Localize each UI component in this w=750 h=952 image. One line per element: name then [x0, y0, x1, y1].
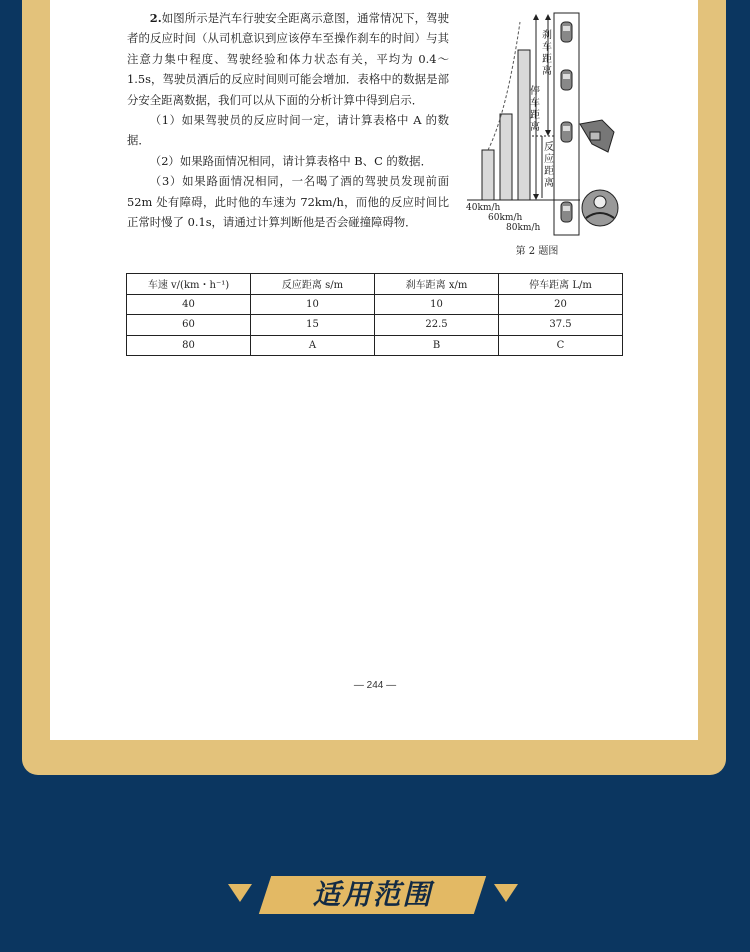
problem-text [127, 8, 449, 232]
table-header-row [127, 274, 623, 295]
svg-text:离: 离 [530, 122, 540, 133]
scope-banner [0, 872, 750, 918]
driver-icon [582, 190, 618, 226]
bar-60 [500, 114, 512, 200]
svg-text:离: 离 [544, 178, 554, 189]
svg-text:车: 车 [530, 98, 540, 109]
question-1: （1）如果驾驶员的反应时间一定，请计算表格中 A 的数据． [127, 113, 449, 148]
header-reaction: 反应距离 s/m [251, 274, 375, 295]
table-cell: 20 [499, 294, 623, 315]
car-icon [561, 122, 572, 142]
arrow-head-icon [545, 14, 551, 20]
table-cell: 40 [127, 294, 251, 315]
safety-distance-table [126, 273, 623, 356]
table-cell: 37.5 [499, 315, 623, 336]
table-cell: 80 [127, 335, 251, 356]
table-cell: B [375, 335, 499, 356]
figure-illustration [462, 12, 622, 242]
table-cell: 10 [375, 294, 499, 315]
arrow-head-icon [545, 130, 551, 136]
car-icon [561, 202, 572, 222]
problem-intro: 2.如图所示是汽车行驶安全距离示意图，通常情况下，驾驶者的反应时间（从司机意识到应该停车至操作刹车的时间）与其注意力集中程度、驾驶经验和体力状态有关，平均为 0.4～1.5s，驾驶员酒后的反应时间则可能会增加．表格中的数据是部分安全距离数据，我们可以从下面的分析计算中得到启示． [127, 11, 449, 107]
svg-text:车: 车 [542, 42, 552, 53]
table-cell: C [499, 335, 623, 356]
header-stop: 停车距离 L/m [499, 274, 623, 295]
problem-number: 2. [149, 11, 162, 25]
banner-title: 适用范围 [312, 878, 433, 911]
safety-distance-figure [462, 12, 622, 260]
svg-text:距: 距 [544, 166, 554, 177]
question-3: （3）如果路面情况相同，一名喝了酒的驾驶员发现前面 52m 处有障碍，此时他的车速为 72km/h，而他的反应时间比正常时慢了 0.1s，请通过计算判断他是否会碰撞障碍物． [127, 174, 449, 230]
triangle-down-icon [228, 884, 252, 902]
table-cell: 60 [127, 315, 251, 336]
table-row [127, 294, 623, 315]
figure-caption: 第 2 题图 [515, 246, 559, 257]
table-cell: 15 [251, 315, 375, 336]
svg-text:离: 离 [542, 66, 552, 77]
svg-text:距: 距 [530, 110, 540, 121]
table-row [127, 315, 623, 336]
car-icon [561, 22, 572, 42]
svg-text:应: 应 [544, 154, 554, 165]
table-cell: 22.5 [375, 315, 499, 336]
foot-brake-icon [580, 120, 614, 152]
table-cell: A [251, 335, 375, 356]
car-icon [561, 70, 572, 90]
label-brake-1: 刹 [542, 30, 552, 41]
triangle-down-icon [494, 884, 518, 902]
arrow-head-icon [533, 14, 539, 20]
svg-text:距: 距 [542, 54, 552, 65]
bar-80 [518, 50, 530, 200]
question-2: （2）如果路面情况相同，请计算表格中 B、C 的数据． [149, 153, 432, 168]
speed-label-80: 80km/h [506, 223, 541, 233]
bar-40 [482, 150, 494, 200]
page-number: — 244 — [353, 680, 397, 691]
table-cell: 10 [251, 294, 375, 315]
label-stop-1: 停 [530, 86, 540, 97]
label-react-1: 反 [544, 142, 554, 153]
speed-label-60: 60km/h [488, 213, 523, 223]
header-brake: 刹车距离 x/m [375, 274, 499, 295]
header-speed: 车速 v/(km・h⁻¹) [127, 274, 251, 295]
speed-label-40: 40km/h [466, 203, 501, 213]
table-row [127, 335, 623, 356]
arrow-head-icon [533, 194, 539, 200]
